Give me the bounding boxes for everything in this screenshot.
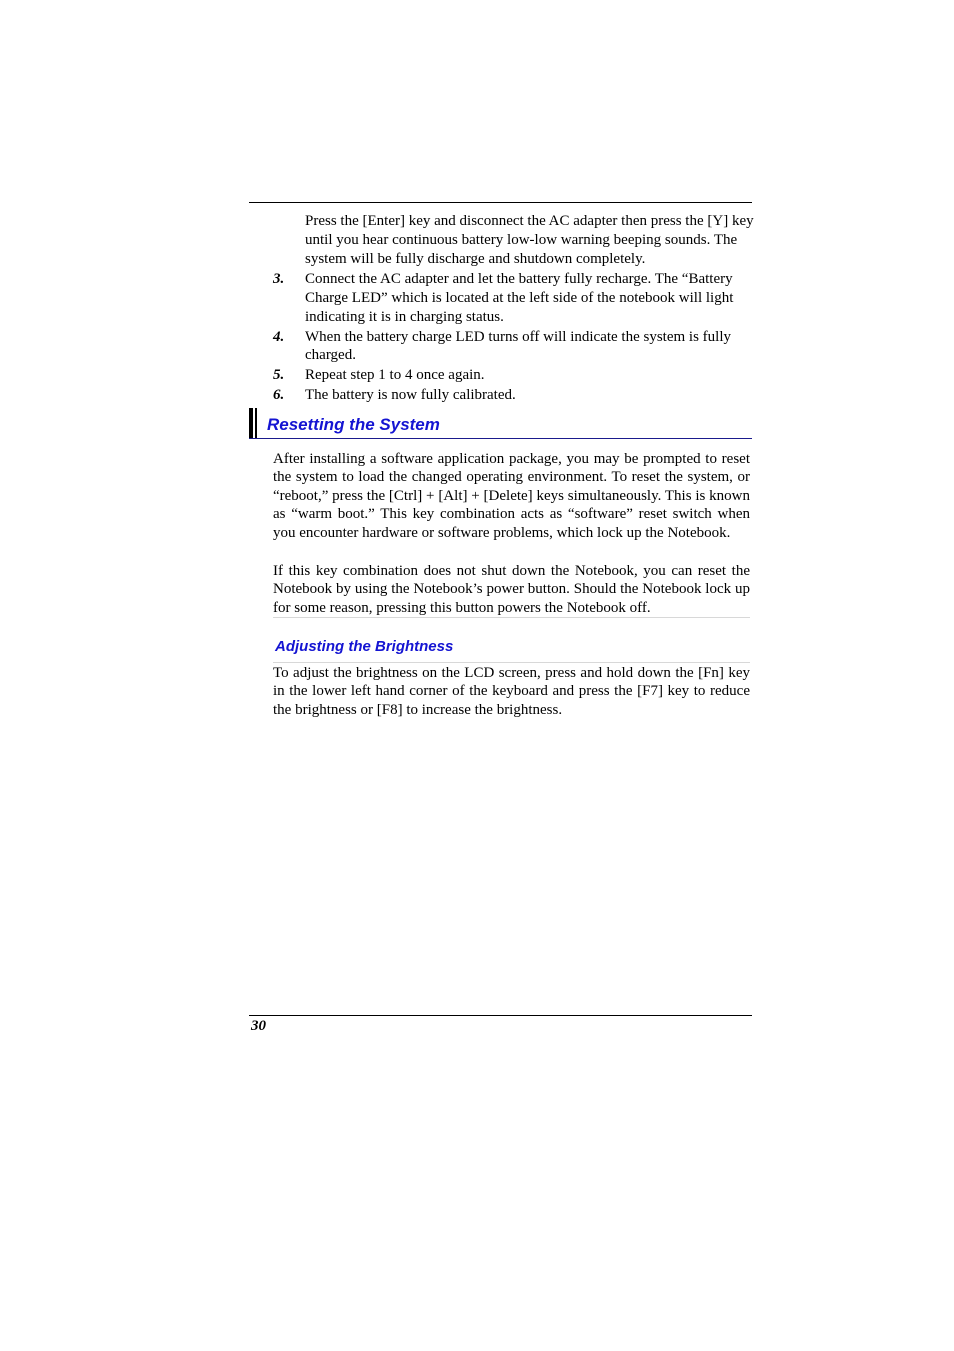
step-text: The battery is now fully calibrated.	[305, 387, 516, 404]
subsection-title: Adjusting the Brightness	[275, 638, 454, 655]
section-marker-bar-thin	[255, 408, 257, 438]
paragraph-text: To adjust the brightness on the LCD screen, press and hold down the [Fn] key in the lower left hand corner of the keyboard and press the [F7] key to reduce the brightness or [F8] to increase the brightness.	[273, 665, 750, 718]
step-number: 6.	[273, 387, 285, 404]
step-text: When the battery charge LED turns off will indicate the system is fully charged.	[305, 328, 731, 364]
section-marker-bar	[249, 408, 253, 438]
subsection-paragraph	[273, 662, 750, 719]
step-text: Connect the AC adapter and let the battery fully recharge. The “Battery Charge LED” which is located at the left side of the notebook will light indicating it is in charging status.	[305, 271, 734, 325]
step-text: Repeat step 1 to 4 once again.	[305, 367, 485, 384]
paragraph-text: If this key combination does not shut down the Notebook, you can reset the Notebook by using the Notebook’s power button. Should the Notebook lock up for some reason, pressing this button powers the Notebook off.	[273, 563, 750, 616]
page-number: 30	[251, 1018, 266, 1034]
intro-paragraph: Press the [Enter] key and disconnect the AC adapter then press the [Y] key until you hear continuous battery low-low warning beeping sounds. The system will be fully discharge and shutdown completely.	[305, 213, 754, 267]
section-heading	[249, 406, 752, 439]
step-number: 3.	[273, 271, 285, 287]
list-item	[273, 328, 753, 366]
paragraph-text: After installing a software application package, you may be prompted to reset the system to load the changed operating environment. To reset the system, or “reboot,” press the [Ctrl] + [Alt] + [Delete] keys simultaneously. This is known as “warm boot.” This key combination acts as “software” reset switch when you encounter hardware or software problems, which lock up the Notebook.	[273, 451, 750, 541]
list-item	[273, 386, 753, 405]
list-item	[273, 366, 753, 385]
section-title: Resetting the System	[267, 415, 440, 434]
step-number: 4.	[273, 328, 285, 345]
section-paragraph-2	[273, 562, 750, 618]
step-number: 5.	[273, 367, 285, 384]
step-list	[273, 270, 753, 406]
section-paragraph-1	[273, 450, 750, 542]
list-item	[273, 270, 753, 326]
header-rule	[249, 202, 752, 203]
footer-rule	[249, 1015, 752, 1016]
